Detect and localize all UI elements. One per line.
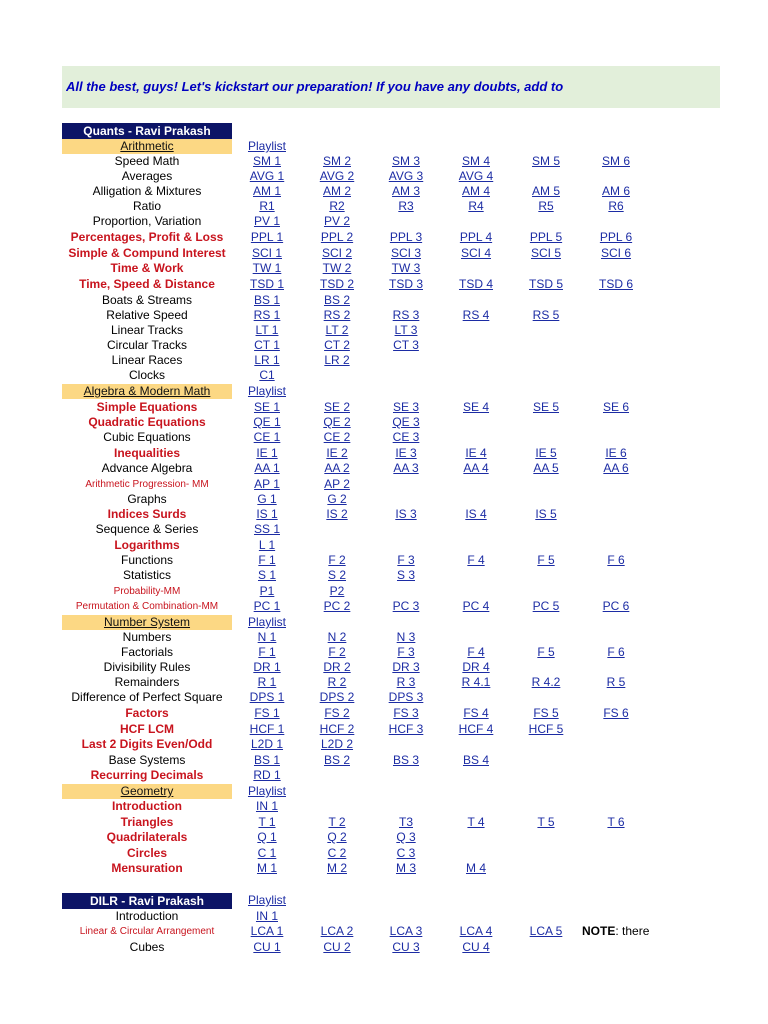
video-link[interactable]: BS 4 [462, 753, 489, 767]
video-link[interactable]: FS 1 [254, 706, 280, 720]
video-link[interactable]: AVG 1 [249, 169, 285, 183]
banner-text: All the best, guys! Let's kickstart our preparation! If you have any doubts, add to [66, 79, 564, 94]
topic-divisibility-rules: Divisibility Rules [103, 660, 191, 674]
video-link[interactable]: LCA 4 [459, 924, 493, 938]
video-link[interactable]: TW 3 [391, 261, 421, 275]
video-link[interactable]: T 6 [607, 815, 625, 829]
video-link[interactable]: IS 4 [465, 507, 487, 521]
video-link[interactable]: BS 2 [323, 753, 350, 767]
video-link[interactable]: CU 2 [323, 940, 351, 954]
video-link[interactable]: SCI 6 [600, 246, 631, 260]
topic-remainders: Remainders [114, 675, 180, 689]
video-link[interactable]: PC 2 [323, 599, 351, 613]
video-link[interactable]: T 4 [467, 815, 485, 829]
video-link[interactable]: PV 1 [253, 214, 280, 228]
video-link[interactable]: FS 6 [603, 706, 629, 720]
video-link[interactable]: AA 4 [463, 461, 489, 475]
video-link[interactable]: BS 1 [253, 293, 280, 307]
topic-clocks: Clocks [128, 368, 165, 382]
video-link[interactable]: P2 [329, 584, 345, 598]
video-link[interactable]: AM 2 [322, 184, 351, 198]
video-link[interactable]: SM 3 [391, 154, 420, 168]
topic-percentages-profit-loss: Percentages, Profit & Loss [70, 230, 224, 244]
video-link[interactable]: PC 3 [392, 599, 420, 613]
category-number-system[interactable]: Number System [62, 615, 232, 630]
topic-factorials: Factorials [120, 645, 173, 659]
video-link[interactable]: IN 1 [255, 799, 278, 813]
video-link[interactable]: S 2 [327, 568, 346, 582]
video-link[interactable]: N 3 [396, 630, 416, 644]
video-link[interactable]: PPL 1 [250, 230, 284, 244]
video-link[interactable]: R6 [608, 199, 624, 213]
video-link[interactable]: M 2 [326, 861, 347, 875]
video-link[interactable]: F 4 [467, 645, 485, 659]
topic-simple-compund-interest: Simple & Compund Interest [68, 246, 226, 260]
video-link[interactable]: T 5 [537, 815, 555, 829]
video-link[interactable]: AVG 2 [319, 169, 355, 183]
video-link[interactable]: AM 3 [391, 184, 420, 198]
video-link[interactable]: HCF 1 [249, 722, 285, 736]
video-link[interactable]: IE 2 [326, 446, 348, 460]
video-link[interactable]: RD 1 [253, 768, 281, 782]
video-link[interactable]: R3 [398, 199, 414, 213]
video-link[interactable]: F 5 [537, 645, 555, 659]
video-link[interactable]: RS 4 [462, 308, 490, 322]
video-link[interactable]: F 3 [397, 553, 415, 567]
video-link[interactable]: C1 [259, 368, 275, 382]
video-link[interactable]: BS 1 [253, 753, 280, 767]
topic-inequalities: Inequalities [113, 446, 181, 460]
video-link[interactable]: DR 4 [462, 660, 490, 674]
topic-cubes: Cubes [129, 940, 165, 954]
video-link[interactable]: F 1 [258, 645, 276, 659]
video-link[interactable]: R 3 [396, 675, 416, 689]
topic-introduction: Introduction [112, 799, 182, 813]
video-link[interactable]: RS 5 [532, 308, 560, 322]
video-link[interactable]: QE 1 [253, 415, 281, 429]
video-link[interactable]: SE 4 [462, 400, 489, 414]
video-link[interactable]: PPL 2 [320, 230, 354, 244]
video-link[interactable]: L2D 2 [320, 737, 354, 751]
topic-graphs: Graphs [127, 492, 167, 506]
playlist-link[interactable]: Playlist [247, 615, 286, 629]
video-link[interactable]: LT 3 [394, 323, 418, 337]
video-link[interactable]: CT 3 [393, 338, 419, 352]
video-link[interactable]: IS 3 [395, 507, 417, 521]
video-link[interactable]: PC 1 [253, 599, 281, 613]
video-link[interactable]: LR 1 [254, 353, 280, 367]
topic-last-2-digits-even-odd: Last 2 Digits Even/Odd [81, 737, 213, 751]
video-link[interactable]: FS 3 [393, 706, 419, 720]
video-link[interactable]: LCA 5 [529, 924, 563, 938]
video-link[interactable]: HCF 2 [319, 722, 355, 736]
video-link[interactable]: SM 2 [322, 154, 351, 168]
topic-quadrilaterals: Quadrilaterals [106, 830, 188, 844]
note-text [582, 924, 654, 939]
section-header-dilr-ravi-prakash: DILR - Ravi Prakash [62, 893, 232, 909]
video-link[interactable]: LCA 3 [389, 924, 423, 938]
video-link[interactable]: AA 5 [533, 461, 559, 475]
video-link[interactable]: IS 1 [256, 507, 278, 521]
topic-arithmetic-progression-mm: Arithmetic Progression- MM [85, 479, 209, 490]
video-link[interactable]: FS 4 [463, 706, 489, 720]
topic-averages: Averages [121, 169, 173, 183]
video-link[interactable]: R 4.1 [461, 675, 491, 689]
video-link[interactable]: S 1 [257, 568, 276, 582]
video-link[interactable]: CU 3 [392, 940, 420, 954]
video-link[interactable]: PPL 5 [529, 230, 563, 244]
video-link[interactable]: PC 4 [462, 599, 490, 613]
video-link[interactable]: DR 3 [392, 660, 420, 674]
video-link[interactable]: C 3 [396, 846, 416, 860]
video-link[interactable]: M 3 [395, 861, 416, 875]
topic-indices-surds: Indices Surds [107, 507, 187, 521]
video-link[interactable]: FS 5 [533, 706, 559, 720]
topic-statistics: Statistics [122, 568, 171, 582]
video-link[interactable]: IS 2 [326, 507, 348, 521]
video-link[interactable]: F 5 [537, 553, 555, 567]
video-link[interactable]: L2D 1 [250, 737, 284, 751]
video-link[interactable]: L 1 [258, 538, 276, 552]
video-link[interactable]: TSD 4 [458, 277, 493, 291]
topic-numbers: Numbers [122, 630, 172, 644]
video-link[interactable]: SM 6 [601, 154, 630, 168]
playlist-link[interactable]: Playlist [247, 384, 286, 398]
video-link[interactable]: P1 [259, 584, 275, 598]
topic-introduction: Introduction [115, 909, 179, 923]
video-link[interactable]: PPL 4 [459, 230, 493, 244]
video-link[interactable]: LCA 1 [250, 924, 284, 938]
video-link[interactable]: R 2 [327, 675, 347, 689]
video-link[interactable]: LCA 2 [320, 924, 354, 938]
playlist-link[interactable]: Playlist [247, 139, 286, 153]
topic-alligation-mixtures: Alligation & Mixtures [92, 184, 202, 198]
video-link[interactable]: Q 1 [257, 830, 277, 844]
video-link[interactable]: HCF 3 [388, 722, 424, 736]
video-link[interactable]: HCF 5 [528, 722, 564, 736]
video-link[interactable]: SE 6 [602, 400, 629, 414]
video-link[interactable]: TSD 6 [598, 277, 633, 291]
topic-linear-circular-arrangement: Linear & Circular Arrangement [79, 926, 215, 937]
topic-hcf-lcm: HCF LCM [120, 722, 174, 736]
video-link[interactable]: AM 5 [531, 184, 560, 198]
video-link[interactable]: N 1 [257, 630, 277, 644]
video-link[interactable]: CE 3 [392, 430, 420, 444]
video-link[interactable]: BS 2 [323, 293, 350, 307]
video-link[interactable]: R1 [259, 199, 275, 213]
video-link[interactable]: R 4.2 [531, 675, 561, 689]
video-link[interactable]: DR 1 [253, 660, 281, 674]
video-link[interactable]: AA 6 [603, 461, 629, 475]
topic-ratio: Ratio [132, 199, 161, 213]
video-link[interactable]: R2 [329, 199, 345, 213]
video-link[interactable]: Q 3 [396, 830, 416, 844]
video-link[interactable]: SCI 1 [251, 246, 282, 260]
video-link[interactable]: R 5 [606, 675, 626, 689]
video-link[interactable]: QE 2 [323, 415, 351, 429]
topic-permutation-combination-mm: Permutation & Combination-MM [75, 601, 219, 612]
topic-cubic-equations: Cubic Equations [103, 430, 191, 444]
topic-mensuration: Mensuration [111, 861, 183, 875]
video-link[interactable]: SM 4 [461, 154, 490, 168]
video-link[interactable]: TW 1 [252, 261, 282, 275]
video-link[interactable]: N 2 [327, 630, 347, 644]
video-link[interactable]: T3 [398, 815, 413, 829]
video-link[interactable]: IE 1 [256, 446, 278, 460]
section-header-quants-ravi-prakash: Quants - Ravi Prakash [62, 123, 232, 139]
video-link[interactable]: PC 6 [602, 599, 630, 613]
video-link[interactable]: CE 1 [253, 430, 281, 444]
topic-base-systems: Base Systems [108, 753, 186, 767]
video-link[interactable]: IS 5 [535, 507, 557, 521]
video-link[interactable]: PPL 6 [599, 230, 633, 244]
video-link[interactable]: TSD 3 [388, 277, 423, 291]
video-link[interactable]: C 1 [257, 846, 277, 860]
topic-probability-mm: Probability-MM [113, 586, 181, 597]
video-link[interactable]: AVG 3 [388, 169, 424, 183]
video-link[interactable]: F 4 [467, 553, 485, 567]
video-link[interactable]: LT 2 [325, 323, 349, 337]
video-link[interactable]: C 2 [327, 846, 347, 860]
video-link[interactable]: SM 1 [252, 154, 281, 168]
topic-circular-tracks: Circular Tracks [106, 338, 187, 352]
topic-speed-math: Speed Math [114, 154, 180, 168]
category-geometry[interactable]: Geometry [62, 784, 232, 799]
topic-triangles: Triangles [120, 815, 174, 829]
video-link[interactable]: LT 1 [255, 323, 279, 337]
video-link[interactable]: SCI 4 [460, 246, 491, 260]
video-link[interactable]: M 4 [465, 861, 486, 875]
video-link[interactable]: SE 3 [392, 400, 419, 414]
video-link[interactable]: SE 2 [323, 400, 350, 414]
topic-logarithms: Logarithms [114, 538, 180, 552]
video-link[interactable]: TW 2 [322, 261, 352, 275]
video-link[interactable]: R 1 [257, 675, 277, 689]
video-link[interactable]: QE 3 [392, 415, 420, 429]
video-link[interactable]: CE 2 [323, 430, 351, 444]
video-link[interactable]: AM 4 [461, 184, 490, 198]
video-link[interactable]: AM 1 [252, 184, 281, 198]
video-link[interactable]: M 1 [256, 861, 277, 875]
video-link[interactable]: AP 2 [324, 477, 350, 491]
video-link[interactable]: CU 4 [462, 940, 490, 954]
video-link[interactable]: AM 6 [601, 184, 630, 198]
video-link[interactable]: DPS 2 [319, 690, 355, 704]
topic-recurring-decimals: Recurring Decimals [90, 768, 204, 782]
video-link[interactable]: SCI 5 [530, 246, 561, 260]
video-link[interactable]: TSD 1 [249, 277, 284, 291]
video-link[interactable]: F 6 [607, 553, 625, 567]
playlist-link[interactable]: Playlist [247, 784, 286, 798]
topic-circles: Circles [126, 846, 168, 860]
video-link[interactable]: IN 1 [255, 909, 278, 923]
video-link[interactable]: SM 5 [531, 154, 560, 168]
video-link[interactable]: IE 6 [605, 446, 627, 460]
video-link[interactable]: Q 2 [327, 830, 347, 844]
video-link[interactable]: F 1 [258, 553, 276, 567]
video-link[interactable]: RS 3 [392, 308, 420, 322]
topic-advance-algebra: Advance Algebra [101, 461, 193, 475]
topic-functions: Functions [120, 553, 174, 567]
video-link[interactable]: PPL 3 [389, 230, 423, 244]
video-link[interactable]: AA 2 [324, 461, 350, 475]
video-link[interactable]: TSD 2 [319, 277, 354, 291]
video-link[interactable]: S 3 [396, 568, 415, 582]
topic-linear-tracks: Linear Tracks [110, 323, 184, 337]
topic-quadratic-equations: Quadratic Equations [88, 415, 206, 429]
video-link[interactable]: CT 1 [254, 338, 280, 352]
video-link[interactable]: AA 3 [393, 461, 419, 475]
topic-relative-speed: Relative Speed [106, 308, 188, 322]
video-link[interactable]: DR 2 [323, 660, 351, 674]
note-bold: NOTE [582, 924, 616, 938]
video-link[interactable]: SCI 3 [390, 246, 421, 260]
video-link[interactable]: G 2 [327, 492, 347, 506]
video-link[interactable]: F 2 [328, 553, 346, 567]
video-link[interactable]: RS 1 [253, 308, 281, 322]
video-link[interactable]: F 3 [397, 645, 415, 659]
topic-simple-equations: Simple Equations [96, 400, 198, 414]
video-link[interactable]: AP 1 [254, 477, 280, 491]
topic-linear-races: Linear Races [111, 353, 183, 367]
video-link[interactable]: HCF 4 [458, 722, 494, 736]
video-link[interactable]: R4 [468, 199, 484, 213]
video-link[interactable]: F 2 [328, 645, 346, 659]
video-link[interactable]: PC 5 [532, 599, 560, 613]
video-link[interactable]: CT 2 [324, 338, 350, 352]
topic-proportion-variation: Proportion, Variation [92, 214, 202, 228]
video-link[interactable]: TSD 5 [528, 277, 563, 291]
video-link[interactable]: T 1 [258, 815, 276, 829]
note-rest: : there [615, 924, 650, 938]
video-link[interactable]: SS 1 [253, 522, 280, 536]
video-link[interactable]: T 2 [328, 815, 346, 829]
video-link[interactable]: PV 2 [323, 214, 350, 228]
video-link[interactable]: CU 1 [253, 940, 281, 954]
topic-time-work: Time & Work [110, 261, 184, 275]
topic-time-speed-distance: Time, Speed & Distance [79, 277, 215, 291]
topic-sequence-series: Sequence & Series [95, 522, 199, 536]
video-link[interactable]: BS 3 [392, 753, 419, 767]
video-link[interactable]: IE 4 [465, 446, 487, 460]
video-link[interactable]: IE 3 [395, 446, 417, 460]
video-link[interactable]: AVG 4 [458, 169, 494, 183]
topic-factors: Factors [125, 706, 169, 720]
topic-difference-of-perfect-square: Difference of Perfect Square [71, 690, 223, 704]
playlist-link[interactable]: Playlist [247, 893, 286, 907]
category-arithmetic[interactable]: Arithmetic [62, 139, 232, 154]
video-link[interactable]: DPS 1 [249, 690, 285, 704]
video-link[interactable]: FS 2 [324, 706, 350, 720]
video-link[interactable]: SCI 2 [321, 246, 352, 260]
video-link[interactable]: IE 5 [535, 446, 557, 460]
video-link[interactable]: G 1 [257, 492, 277, 506]
video-link[interactable]: AA 1 [254, 461, 280, 475]
topic-boats-streams: Boats & Streams [101, 293, 193, 307]
video-link[interactable]: DPS 3 [388, 690, 424, 704]
video-link[interactable]: SE 5 [532, 400, 559, 414]
video-link[interactable]: F 6 [607, 645, 625, 659]
category-algebra-modern-math[interactable]: Algebra & Modern Math [62, 384, 232, 399]
video-link[interactable]: R5 [538, 199, 554, 213]
video-link[interactable]: RS 2 [323, 308, 351, 322]
video-link[interactable]: SE 1 [253, 400, 280, 414]
video-link[interactable]: LR 2 [324, 353, 350, 367]
